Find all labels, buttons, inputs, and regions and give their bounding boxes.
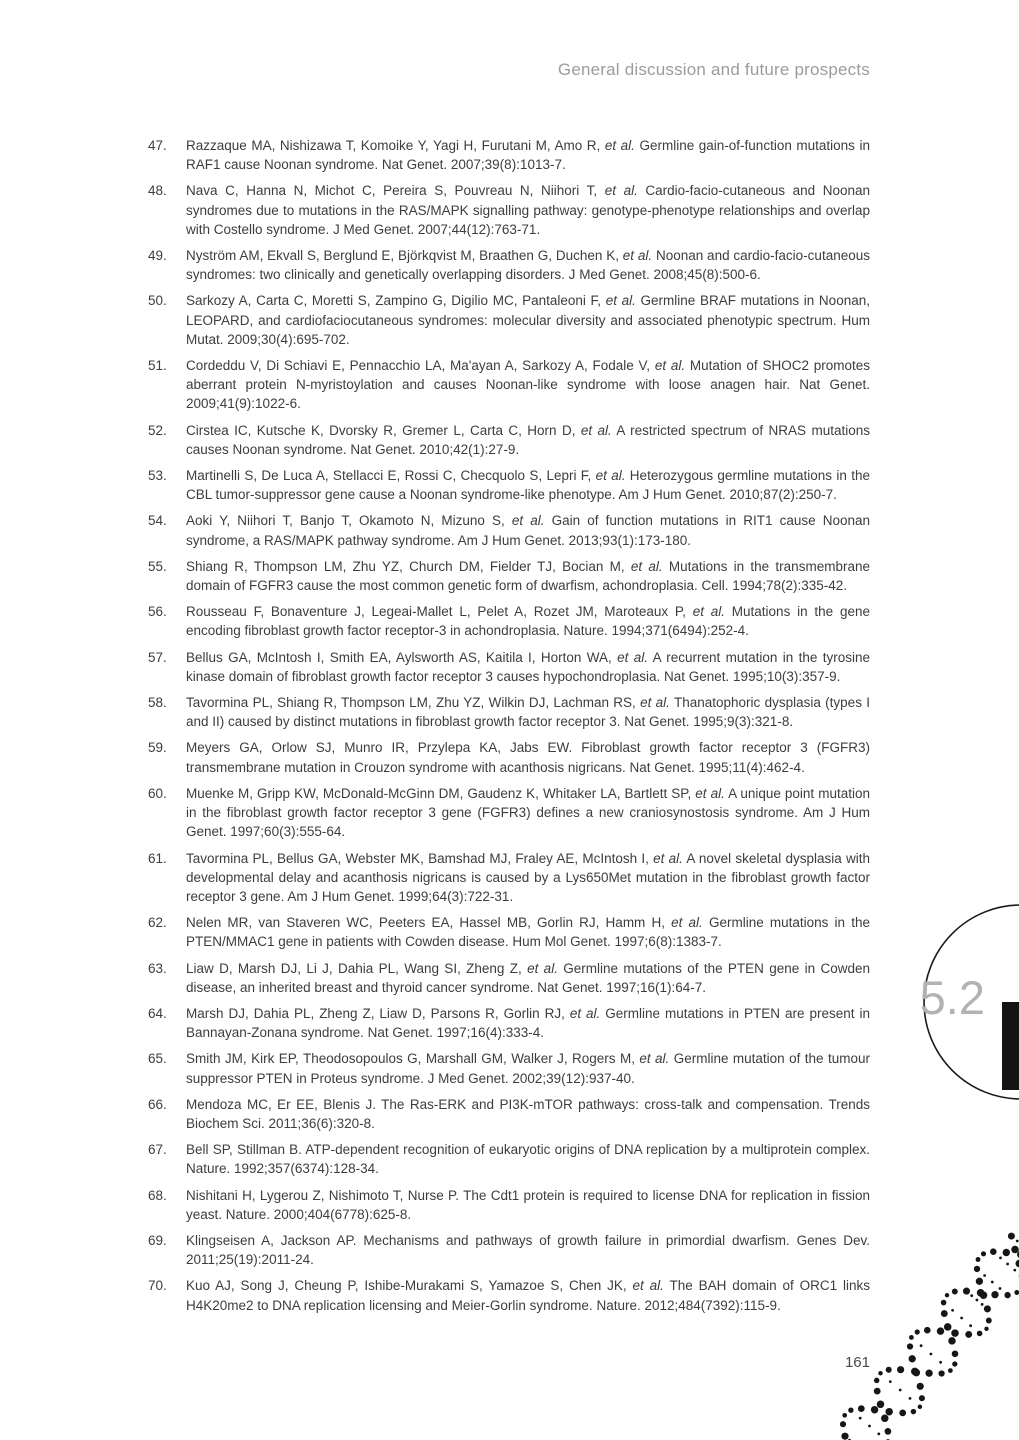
reference-text: Bellus GA, McIntosh I, Smith EA, Aylsworth AS, Kaitila I, Horton WA, et al. A recurrent mutation in the tyrosine kinase domain of fibroblast growth factor receptor 3 causes hypochondroplasia. Nat Genet. 1995;10(3):357-9. <box>186 649 870 684</box>
reference-item <box>148 136 870 174</box>
reference-item <box>148 181 870 239</box>
chapter-marker: 5.2 <box>919 971 985 1024</box>
reference-text: Martinelli S, De Luca A, Stellacci E, Rossi C, Checquolo S, Lepri F, et al. Heterozygous germline mutations in the CBL tumor-suppressor gene cause a Noonan syndrome-like phenotype. Am J Hum Genet. 2010;87(2):250-7. <box>186 468 870 503</box>
reference-item <box>148 1186 870 1224</box>
reference-item <box>148 648 870 686</box>
reference-text: Tavormina PL, Shiang R, Thompson LM, Zhu YZ, Wilkin DJ, Lachman RS, et al. Thanatophoric dysplasia (types I and II) caused by distinct mutations in fibroblast growth factor receptor 3. Nat Genet. 1995;9(3):321-8. <box>186 695 870 730</box>
reference-number: 48. <box>148 183 167 199</box>
reference-item <box>148 1140 870 1178</box>
reference-text: Shiang R, Thompson LM, Zhu YZ, Church DM, Fielder TJ, Bocian M, et al. Mutations in the transmembrane domain of FGFR3 cause the most common genetic form of dwarfism, achondroplasia. Cell. 1994;78(2):335-42. <box>186 558 870 594</box>
reference-number: 66. <box>148 1096 167 1112</box>
reference-item <box>148 511 870 549</box>
reference-number: 50. <box>148 293 167 309</box>
reference-text: Razzaque MA, Nishizawa T, Komoike Y, Yagi H, Furutani M, Amo R, et al. Germline gain-of-function mutations in RAF1 cause Noonan syndrome. Nat Genet. 2007;39(8):1013-7. <box>186 138 870 173</box>
reference-number: 64. <box>148 1005 167 1021</box>
reference-list <box>148 136 870 1322</box>
chapter-edge-tab <box>1002 1002 1019 1090</box>
page-number: 161 <box>844 1354 870 1371</box>
reference-item <box>148 356 870 414</box>
reference-number: 69. <box>148 1232 167 1248</box>
reference-number: 51. <box>148 358 167 374</box>
reference-number: 63. <box>148 960 167 976</box>
reference-text: Klingseisen A, Jackson AP. Mechanisms and pathways of growth failure in primordial dwarfism. Genes Dev. 2011;25(19):2011-24. <box>186 1232 870 1268</box>
reference-number: 53. <box>148 468 167 484</box>
reference-text: Mendoza MC, Er EE, Blenis J. The Ras-ERK and PI3K-mTOR pathways: cross-talk and compensation. Trends Biochem Sci. 2011;36(6):320-8. <box>186 1096 870 1131</box>
reference-item <box>148 466 870 504</box>
reference-number: 56. <box>148 604 167 620</box>
reference-text: Nishitani H, Lygerou Z, Nishimoto T, Nurse P. The Cdt1 protein is required to license DNA for replication in fission yeast. Nature. 2000;404(6778):625-8. <box>186 1187 870 1222</box>
reference-item <box>148 1004 870 1042</box>
reference-item <box>148 602 870 640</box>
reference-number: 60. <box>148 785 167 801</box>
reference-number: 57. <box>148 649 167 665</box>
reference-number: 68. <box>148 1187 167 1203</box>
reference-text: Bell SP, Stillman B. ATP-dependent recognition of eukaryotic origins of DNA replication by a multiprotein complex. Nature. 1992;357(6374):128-34. <box>186 1142 870 1177</box>
reference-text: Nelen MR, van Staveren WC, Peeters EA, Hassel MB, Gorlin RJ, Hamm H, et al. Germline mutations in the PTEN/MMAC1 gene in patients with Cowden disease. Hum Mol Genet. 1997;6(8):1383-7. <box>186 915 870 950</box>
reference-item <box>148 291 870 349</box>
reference-text: Kuo AJ, Song J, Cheung P, Ishibe-Murakami S, Yamazoe S, Chen JK, et al. The BAH domain of ORC1 links H4K20me2 to DNA replication licensing and Meier-Gorlin syndrome. Nature. 2012;484(7392):115-9. <box>186 1278 870 1313</box>
reference-number: 52. <box>148 422 167 438</box>
reference-text: Rousseau F, Bonaventure J, Legeai-Mallet L, Pelet A, Rozet JM, Maroteaux P, et al. Mutations in the gene encoding fibroblast growth factor receptor-3 in achondroplasia. Nature. 1994;371(6494):252-4. <box>186 604 870 639</box>
reference-item <box>148 849 870 907</box>
reference-item <box>148 738 870 776</box>
reference-number: 65. <box>148 1051 167 1067</box>
reference-number: 61. <box>148 850 167 866</box>
reference-text: Marsh DJ, Dahia PL, Zheng Z, Liaw D, Parsons R, Gorlin RJ, et al. Germline mutations in PTEN are present in Bannayan-Zonana syndrome. Nat Genet. 1997;16(4):333-4. <box>186 1005 870 1041</box>
reference-item <box>148 959 870 997</box>
reference-text: Aoki Y, Niihori T, Banjo T, Okamoto N, Mizuno S, et al. Gain of function mutations in RIT1 cause Noonan syndrome, a RAS/MAPK pathway syndrome. Am J Hum Genet. 2013;93(1):173-180. <box>186 513 870 548</box>
reference-number: 59. <box>148 740 167 756</box>
reference-text: Muenke M, Gripp KW, McDonald-McGinn DM, Gaudenz K, Whitaker LA, Bartlett SP, et al. A unique point mutation in the fibroblast growth factor receptor 3 gene (FGFR3) defines a new craniosynostosis syndrome. Am J Hum Genet. 1997;60(3):555-64. <box>186 785 870 840</box>
reference-text: Cordeddu V, Di Schiavi E, Pennacchio LA, Ma'ayan A, Sarkozy A, Fodale V, et al. Mutation of SHOC2 promotes aberrant protein N-myristoylation and causes Noonan-like syndrome with loose anagen hair. Nat Genet. 2009;41(9):1022-6. <box>186 358 871 412</box>
reference-text: Tavormina PL, Bellus GA, Webster MK, Bamshad MJ, Fraley AE, McIntosh I, et al. A novel skeletal dysplasia with developmental delay and acanthosis nigricans is caused by a Lys650Met mutation in the fibroblast growth factor receptor 3 gene. Am J Hum Genet. 1999;64(3):722-31. <box>186 850 870 904</box>
reference-text: Nyström AM, Ekvall S, Berglund E, Björkqvist M, Braathen G, Duchen K, et al. Noonan and cardio-facio-cutaneous syndromes: two clinically and genetically overlapping disorders. J Med Genet. 2008;45(8):500-6. <box>186 248 870 283</box>
reference-text: Smith JM, Kirk EP, Theodosopoulos G, Marshall GM, Walker J, Rogers M, et al. Germline mutation of the tumour suppressor PTEN in Proteus syndrome. J Med Genet. 2002;39(12):937-40. <box>186 1051 870 1086</box>
reference-number: 62. <box>148 915 167 931</box>
reference-item <box>148 1049 870 1087</box>
reference-item <box>148 1276 870 1314</box>
reference-item <box>148 421 870 459</box>
reference-number: 49. <box>148 248 167 264</box>
reference-text: Nava C, Hanna N, Michot C, Pereira S, Pouvreau N, Niihori T, et al. Cardio-facio-cutaneous and Noonan syndromes due to mutations in the RAS/MAPK signalling pathway: genotype-phenotype relationships and overlap with Costello syndrome. J Med Genet. 2007;44(12):763-71. <box>186 183 870 237</box>
reference-item <box>148 1095 870 1133</box>
reference-item <box>148 784 870 842</box>
reference-item <box>148 693 870 731</box>
dna-helix-decoration <box>831 1232 1019 1440</box>
reference-number: 47. <box>148 138 167 153</box>
reference-number: 55. <box>148 558 167 574</box>
running-header: General discussion and future prospects <box>557 60 870 79</box>
reference-text: Meyers GA, Orlow SJ, Munro IR, Przylepa KA, Jabs EW. Fibroblast growth factor receptor 3 (FGFR3) transmembrane mutation in Crouzon syndrome with acanthosis nigricans. Nat Genet. 1995;11(4):462-4. <box>186 740 870 775</box>
reference-item <box>148 246 870 284</box>
reference-text: Cirstea IC, Kutsche K, Dvorsky R, Gremer L, Carta C, Horn D, et al. A restricted spectrum of NRAS mutations causes Noonan syndrome. Nat Genet. 2010;42(1):27-9. <box>186 422 870 457</box>
reference-number: 70. <box>148 1278 167 1294</box>
reference-text: Sarkozy A, Carta C, Moretti S, Zampino G, Digilio MC, Pantaleoni F, et al. Germline BRAF mutations in Noonan, LEOPARD, and cardiofaciocutaneous syndromes: molecular diversity and associated phenotypic spectrum. Hum Mutat. 2009;30(4):695-702. <box>186 293 870 347</box>
reference-text: Liaw D, Marsh DJ, Li J, Dahia PL, Wang SI, Zheng Z, et al. Germline mutations of the PTEN gene in Cowden disease, an inherited breast and thyroid cancer syndrome. Nat Genet. 1997;16(1):64-7. <box>186 960 870 995</box>
reference-number: 67. <box>148 1142 167 1158</box>
reference-item <box>148 913 870 951</box>
reference-number: 58. <box>148 695 167 711</box>
reference-item <box>148 1231 870 1269</box>
reference-number: 54. <box>148 513 167 529</box>
reference-item <box>148 557 870 595</box>
